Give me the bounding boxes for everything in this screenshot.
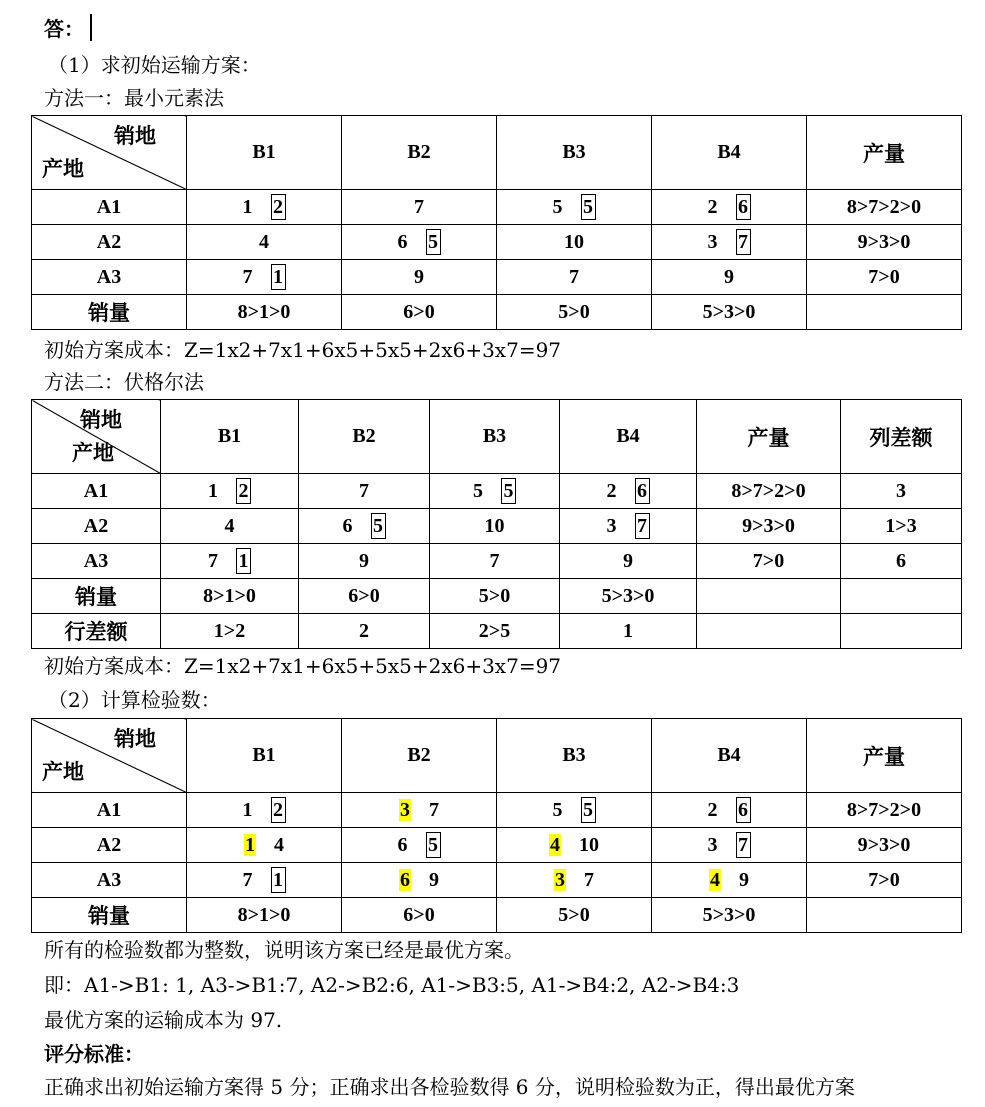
allocation-box: 1 [236, 548, 251, 574]
cost-cell [652, 190, 807, 225]
text-cursor [90, 14, 92, 41]
header-sales-place: 销地 [80, 408, 122, 432]
header-supply: 产量 [697, 400, 841, 474]
cost-cell [497, 793, 652, 828]
demand-row [32, 295, 962, 330]
row-diff-cell: 2>5 [430, 614, 560, 649]
unit-cost: 7 [429, 798, 439, 821]
header-sales-place: 销地 [114, 124, 156, 148]
row-label: A3 [32, 260, 187, 295]
demand-row [32, 579, 962, 614]
cost-cell [497, 190, 652, 225]
cost-cell [299, 474, 430, 509]
unit-cost: 6 [397, 834, 408, 856]
header-col: B1 [161, 400, 299, 474]
cost-cell [342, 260, 497, 295]
demand-row [32, 898, 962, 933]
conclusion-line-1: 所有的检验数都为整数，说明该方案已经是最优方案。 [44, 938, 524, 962]
unit-cost: 1 [242, 799, 253, 821]
allocation-box: 6 [635, 478, 650, 504]
allocation-box: 2 [271, 194, 286, 220]
unit-cost: 5 [473, 480, 483, 502]
cost-cell [299, 509, 430, 544]
cost-cell [497, 260, 652, 295]
unit-cost: 9 [429, 868, 439, 891]
demand-cell: 8>1>0 [187, 295, 342, 330]
cost-cell [187, 828, 342, 863]
supply-cell: 8>7>2>0 [697, 474, 841, 509]
allocation-box: 7 [736, 229, 751, 255]
header-origin: 产地 [42, 760, 84, 784]
table-row [32, 225, 962, 260]
unit-cost: 7 [414, 195, 424, 218]
cost-cell [430, 474, 560, 509]
unit-cost: 1 [242, 196, 253, 218]
allocation-box: 2 [271, 797, 286, 823]
unit-cost: 4 [224, 514, 235, 537]
unit-cost: 3 [707, 834, 718, 856]
supply-cell: 9>3>0 [807, 225, 962, 260]
header-origin: 产地 [42, 157, 84, 181]
check-number: 4 [710, 868, 720, 891]
conclusion-line-3: 最优方案的运输成本为 97. [44, 1008, 283, 1032]
row-diff-cell: 1>2 [161, 614, 299, 649]
cost-cell [161, 474, 299, 509]
cost-cell [299, 544, 430, 579]
cost-cell [560, 544, 697, 579]
allocation-box: 1 [271, 264, 286, 290]
cost-cell [497, 863, 652, 898]
empty-cell [841, 614, 962, 649]
check-number: 3 [400, 798, 410, 821]
row-diff-cell: 2 [299, 614, 430, 649]
header-col: B2 [299, 400, 430, 474]
cost-cell [161, 544, 299, 579]
check-number: 4 [550, 833, 560, 856]
cost-cell [652, 260, 807, 295]
row-label: A2 [32, 509, 161, 544]
cost-cell [161, 509, 299, 544]
header-col-diff: 列差额 [841, 400, 962, 474]
unit-cost: 9 [724, 265, 734, 288]
demand-cell: 8>1>0 [187, 898, 342, 933]
cost-cell [430, 509, 560, 544]
header-col: B2 [342, 719, 497, 793]
cost-cell [342, 863, 497, 898]
table-check-numbers [31, 718, 962, 933]
unit-cost: 10 [484, 514, 505, 537]
demand-label: 销量 [32, 898, 187, 933]
demand-cell: 6>0 [342, 295, 497, 330]
unit-cost: 2 [707, 799, 718, 821]
cost-cell [342, 793, 497, 828]
allocation-box: 5 [581, 797, 596, 823]
answer-label [44, 14, 92, 44]
cost-cell [187, 225, 342, 260]
cost-cell [187, 260, 342, 295]
unit-cost: 7 [569, 265, 579, 288]
answer-label-text: 答： [44, 17, 84, 41]
header-col: B4 [652, 719, 807, 793]
allocation-box: 6 [736, 194, 751, 220]
row-label: A1 [32, 474, 161, 509]
unit-cost: 7 [584, 868, 594, 891]
demand-label: 销量 [32, 295, 187, 330]
scoring-title: 评分标准： [44, 1042, 144, 1066]
unit-cost: 2 [606, 480, 617, 502]
empty-cell [697, 614, 841, 649]
col-diff-cell: 6 [841, 544, 962, 579]
table-row [32, 260, 962, 295]
unit-cost: 2 [707, 196, 718, 218]
method2-title: 方法二：伏格尔法 [44, 370, 204, 394]
unit-cost: 7 [242, 869, 253, 891]
part1-title: （1）求初始运输方案： [48, 53, 261, 77]
header-sales-place: 销地 [114, 727, 156, 751]
supply-cell: 7>0 [697, 544, 841, 579]
header-origin: 产地 [72, 441, 114, 465]
demand-cell: 5>0 [497, 898, 652, 933]
row-diff-cell: 1 [560, 614, 697, 649]
unit-cost: 6 [397, 231, 408, 253]
demand-cell: 5>3>0 [652, 295, 807, 330]
cost-cell [652, 793, 807, 828]
cost-cell [652, 828, 807, 863]
header-col: B3 [497, 719, 652, 793]
header-supply: 产量 [807, 116, 962, 190]
row-label: A1 [32, 190, 187, 225]
cost-cell [187, 863, 342, 898]
unit-cost: 3 [707, 231, 718, 253]
cost-cell [342, 225, 497, 260]
row-label: A2 [32, 828, 187, 863]
col-diff-cell: 3 [841, 474, 962, 509]
scoring-text: 正确求出初始运输方案得 5 分；正确求出各检验数得 6 分，说明检验数为正，得出最优方案 [44, 1075, 855, 1099]
empty-cell [807, 295, 962, 330]
demand-cell: 6>0 [299, 579, 430, 614]
supply-cell: 9>3>0 [697, 509, 841, 544]
supply-cell: 7>0 [807, 863, 962, 898]
header-col: B3 [497, 116, 652, 190]
demand-cell: 5>3>0 [652, 898, 807, 933]
unit-cost: 9 [739, 868, 749, 891]
allocation-box: 5 [426, 229, 441, 255]
cost-cell [342, 190, 497, 225]
supply-cell: 7>0 [807, 260, 962, 295]
header-col: B1 [187, 116, 342, 190]
demand-cell: 5>0 [497, 295, 652, 330]
cost-cell [497, 828, 652, 863]
header-diagonal-cell [32, 400, 161, 474]
allocation-box: 5 [371, 513, 386, 539]
part2-title: （2）计算检验数： [48, 688, 221, 712]
cost-line-2: 初始方案成本：Z=1x2+7x1+6x5+5x5+2x6+3x7=97 [44, 654, 562, 678]
allocation-box: 7 [635, 513, 650, 539]
allocation-box: 5 [501, 478, 516, 504]
cost-cell [187, 190, 342, 225]
table-min-element [31, 115, 962, 330]
check-number: 1 [245, 833, 255, 856]
header-col: B3 [430, 400, 560, 474]
header-col: B1 [187, 719, 342, 793]
cost-cell [497, 225, 652, 260]
cost-cell [652, 225, 807, 260]
demand-cell: 8>1>0 [161, 579, 299, 614]
cost-cell [430, 544, 560, 579]
unit-cost: 5 [552, 196, 563, 218]
row-label: A2 [32, 225, 187, 260]
unit-cost: 5 [552, 799, 563, 821]
cost-cell [342, 828, 497, 863]
allocation-box: 1 [271, 867, 286, 893]
unit-cost: 4 [259, 230, 269, 253]
unit-cost: 7 [242, 266, 253, 288]
allocation-box: 5 [581, 194, 596, 220]
supply-cell: 9>3>0 [807, 828, 962, 863]
allocation-box: 6 [736, 797, 751, 823]
table-row [32, 828, 962, 863]
row-label: A3 [32, 863, 187, 898]
empty-cell [807, 898, 962, 933]
allocation-box: 2 [236, 478, 251, 504]
conclusion-line-2: 即：A1->B1: 1, A3->B1:7, A2->B2:6, A1->B3:5, A1->B4:2, A2->B4:3 [44, 973, 740, 997]
table-row [32, 863, 962, 898]
demand-cell: 5>3>0 [560, 579, 697, 614]
row-label: A1 [32, 793, 187, 828]
unit-cost: 6 [342, 515, 353, 537]
cost-cell [187, 793, 342, 828]
unit-cost: 7 [359, 479, 369, 502]
header-diagonal-cell [32, 116, 187, 190]
unit-cost: 3 [606, 515, 617, 537]
allocation-box: 5 [426, 832, 441, 858]
header-col: B4 [652, 116, 807, 190]
cost-cell [560, 509, 697, 544]
cost-line-1: 初始方案成本：Z=1x2+7x1+6x5+5x5+2x6+3x7=97 [44, 338, 562, 362]
row-diff-label: 行差额 [32, 614, 161, 649]
supply-cell: 8>7>2>0 [807, 190, 962, 225]
check-number: 3 [555, 868, 565, 891]
supply-cell: 8>7>2>0 [807, 793, 962, 828]
table-row [32, 474, 962, 509]
unit-cost: 10 [579, 833, 599, 856]
unit-cost: 9 [414, 265, 424, 288]
demand-cell: 6>0 [342, 898, 497, 933]
unit-cost: 9 [623, 549, 633, 572]
unit-cost: 1 [208, 480, 218, 502]
unit-cost: 9 [359, 549, 369, 572]
unit-cost: 10 [564, 230, 584, 253]
table-row [32, 544, 962, 579]
header-col: B2 [342, 116, 497, 190]
unit-cost: 4 [274, 833, 284, 856]
check-number: 6 [400, 868, 410, 891]
method1-title: 方法一：最小元素法 [44, 86, 224, 110]
empty-cell [841, 579, 962, 614]
cost-cell [652, 863, 807, 898]
row-diff-row [32, 614, 962, 649]
header-col: B4 [560, 400, 697, 474]
row-label: A3 [32, 544, 161, 579]
allocation-box: 7 [736, 832, 751, 858]
table-vogel [31, 399, 962, 649]
table-row [32, 793, 962, 828]
empty-cell [697, 579, 841, 614]
demand-cell: 5>0 [430, 579, 560, 614]
header-supply: 产量 [807, 719, 962, 793]
table-row [32, 190, 962, 225]
demand-label: 销量 [32, 579, 161, 614]
table-row [32, 509, 962, 544]
unit-cost: 7 [489, 549, 500, 572]
cost-cell [560, 474, 697, 509]
header-diagonal-cell [32, 719, 187, 793]
col-diff-cell: 1>3 [841, 509, 962, 544]
unit-cost: 7 [208, 550, 218, 572]
